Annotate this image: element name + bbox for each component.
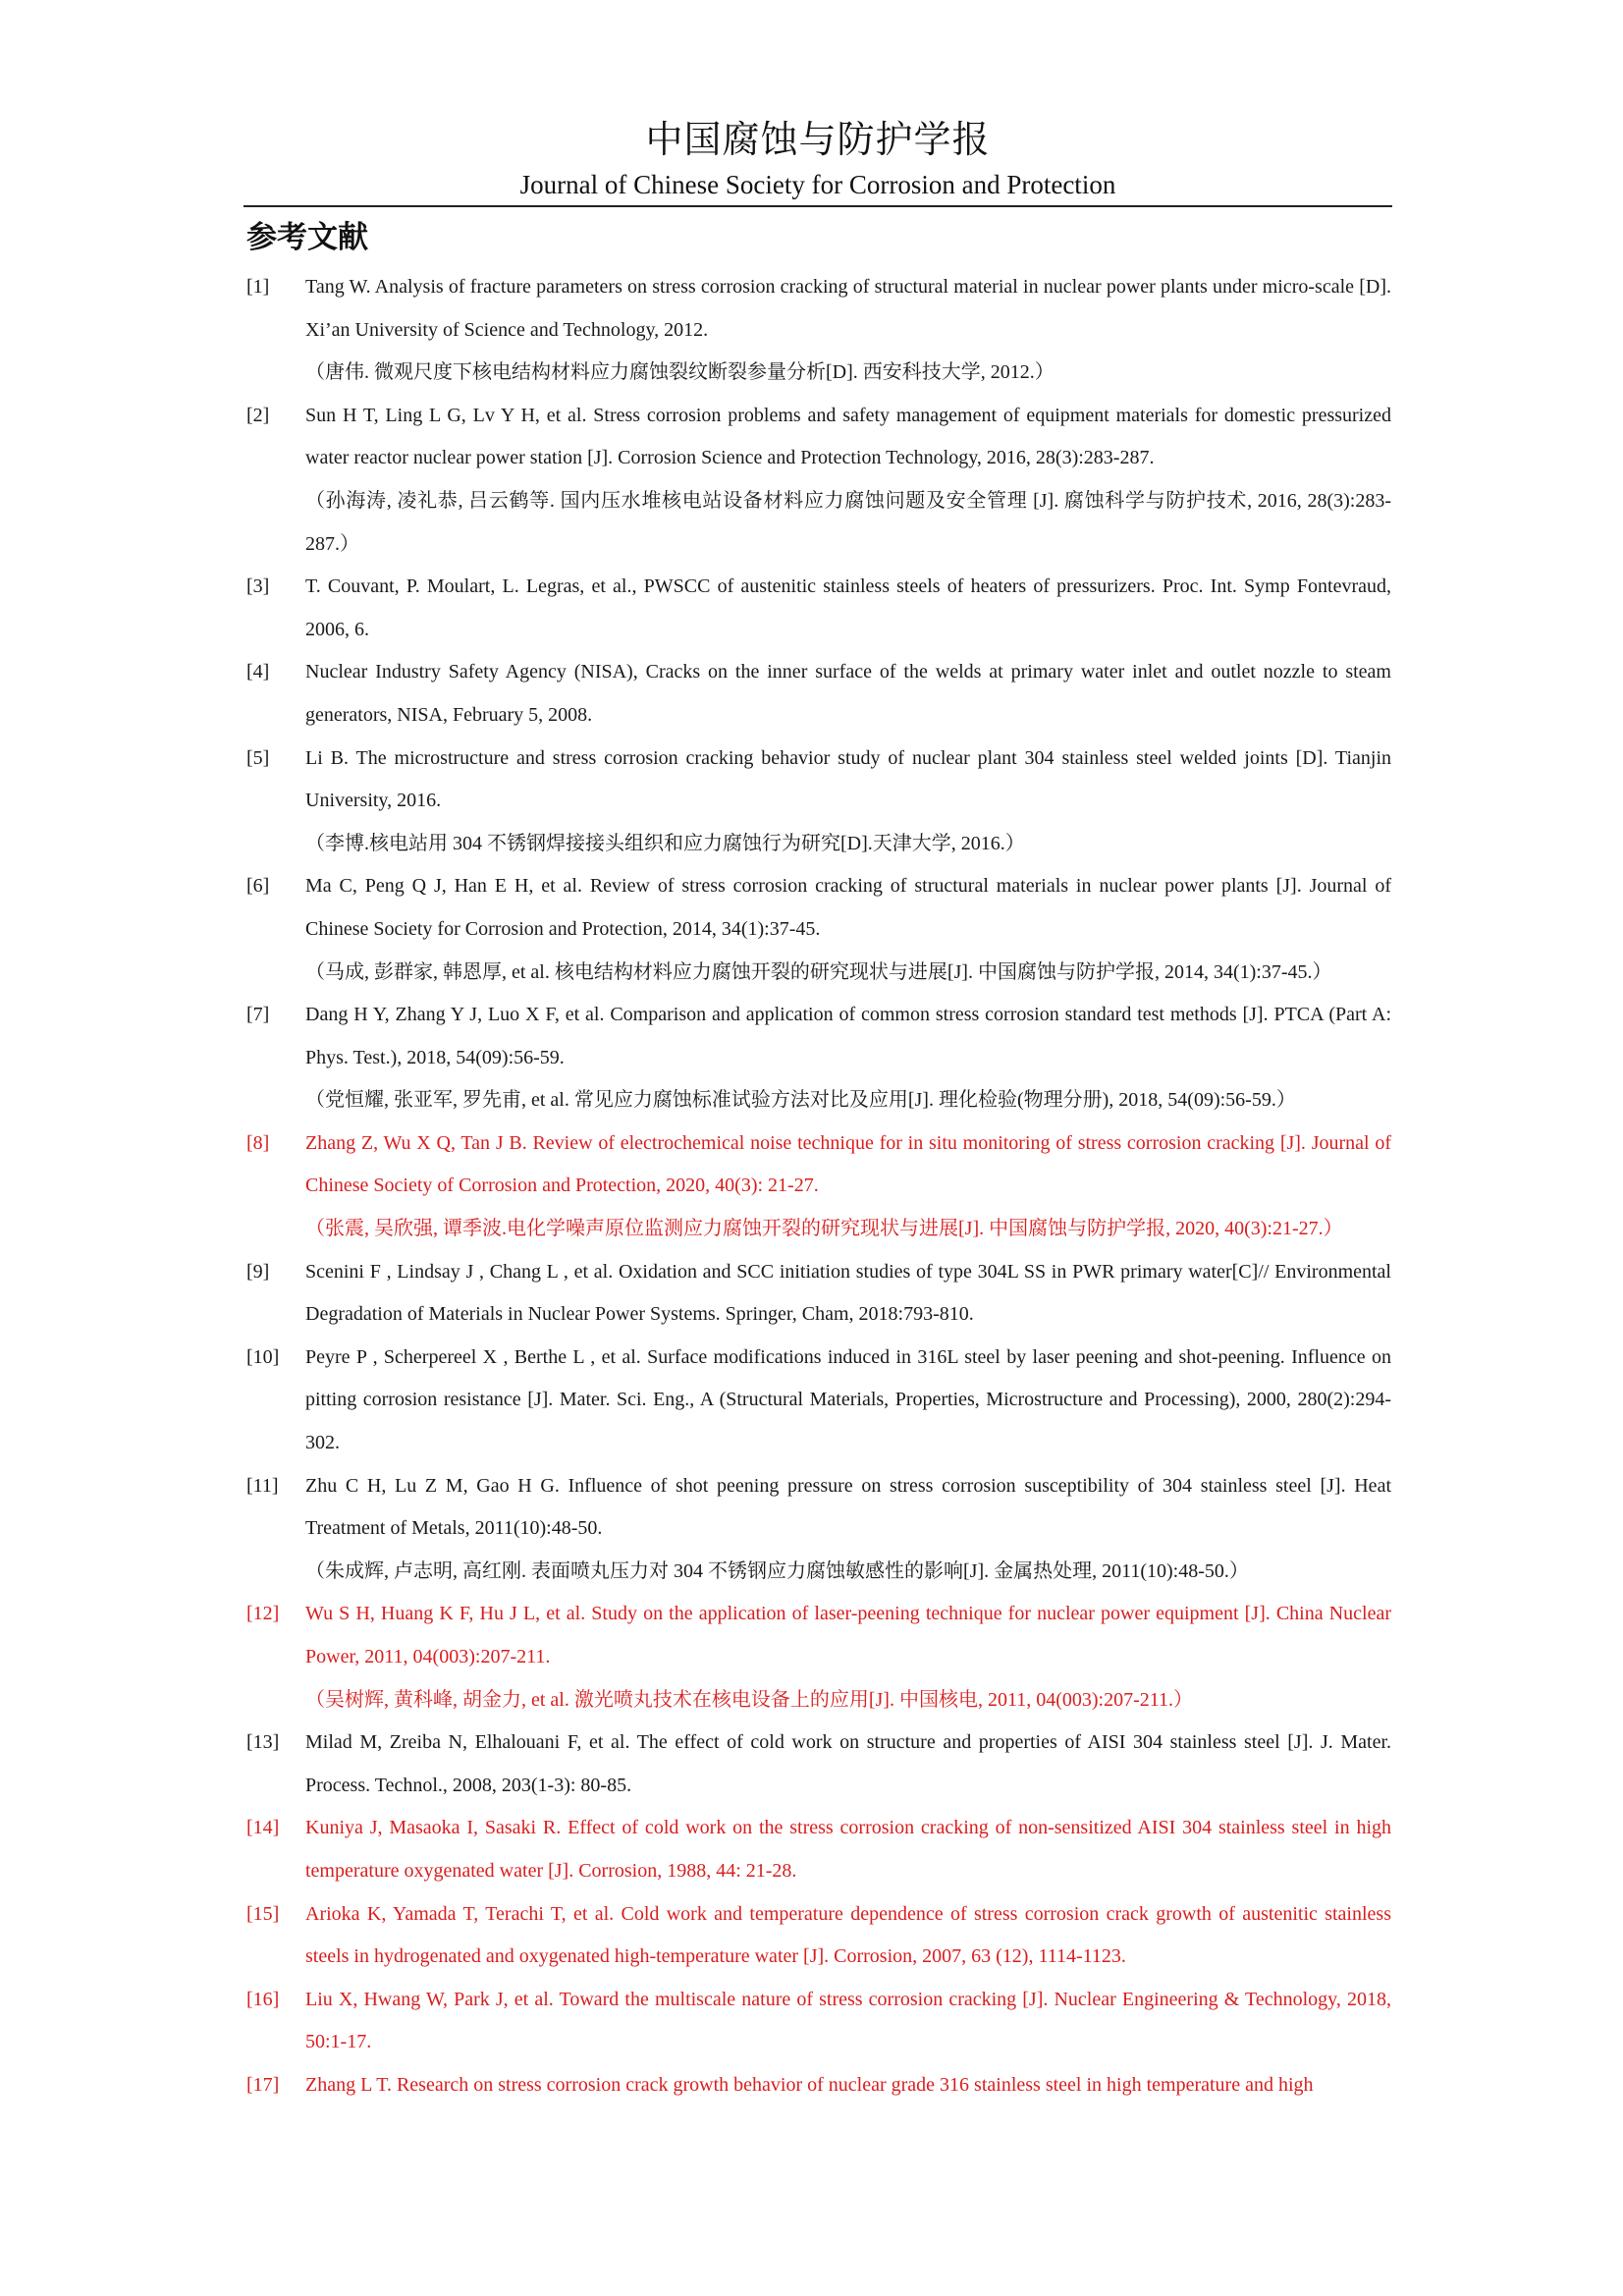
reference-item — [246, 738, 1391, 866]
section-title: 参考文献 — [246, 220, 368, 255]
header-divider — [243, 205, 1392, 207]
reference-item — [246, 2064, 1391, 2107]
reference-number: [11] — [246, 1474, 279, 1497]
reference-item — [246, 1722, 1391, 1807]
reference-number: [17] — [246, 2073, 280, 2096]
reference-item — [246, 1593, 1391, 1722]
reference-item — [246, 651, 1391, 737]
reference-item — [246, 1122, 1391, 1251]
reference-text-en: Liu X, Hwang W, Park J, et al. Toward the multiscale nature of stress corrosion cracking [J]. Nuclear Engineering & Technology, 2018, 50:1-17. — [305, 1988, 1391, 2053]
reference-text-en: Li B. The microstructure and stress corrosion cracking behavior study of nuclear plant 304 stainless steel welded joints [D]. Tianjin University, 2016. — [305, 746, 1391, 812]
reference-text-en: Arioka K, Yamada T, Terachi T, et al. Cold work and temperature dependence of stress corrosion crack growth of austenitic stainless steels in hydrogenated and oxygenated high-temperature water [J]. Corrosion, 2007, 63 (12), 1114-1123. — [305, 1902, 1391, 1968]
reference-number: [9] — [246, 1260, 270, 1283]
reference-number: [7] — [246, 1004, 270, 1026]
reference-text-cn: （党恒耀, 张亚军, 罗先甫, et al. 常见应力腐蚀标准试验方法对比及应用[J]. 理化检验(物理分册), 2018, 54(09):56-59.） — [305, 1089, 1296, 1112]
reference-text-cn: （马成, 彭群家, 韩恩厚, et al. 核电结构材料应力腐蚀开裂的研究现状与进展[J]. 中国腐蚀与防护学报, 2014, 34(1):37-45.） — [305, 960, 1332, 983]
reference-item — [246, 994, 1391, 1122]
reference-number: [6] — [246, 875, 270, 898]
reference-item — [246, 865, 1391, 994]
reference-text-cn: （吴树辉, 黄科峰, 胡金力, et al. 激光喷丸技术在核电设备上的应用[J]. 中国核电, 2011, 04(003):207-211.） — [305, 1688, 1194, 1711]
reference-text-en: Zhang L T. Research on stress corrosion crack growth behavior of nuclear grade 316 stainless steel in high temperature and high — [305, 2073, 1314, 2096]
reference-number: [16] — [246, 1988, 280, 2010]
reference-text-en: Kuniya J, Masaoka I, Sasaki R. Effect of cold work on the stress corrosion cracking of non-sensitized AISI 304 stainless steel in high temperature oxygenated water [J]. Corrosion, 1988, 44: 21-28. — [305, 1817, 1391, 1882]
reference-list — [246, 266, 1391, 2107]
reference-text-en: Ma C, Peng Q J, Han E H, et al. Review of stress corrosion cracking of structural materials in nuclear power plants [J]. Journal of Chinese Society for Corrosion and Protection, 2014, 34(1):37-45. — [305, 875, 1391, 940]
reference-item — [246, 1807, 1391, 1892]
reference-number: [8] — [246, 1131, 270, 1154]
reference-item — [246, 1979, 1391, 2064]
journal-header — [243, 116, 1392, 201]
journal-title-en: Journal of Chinese Society for Corrosion and Protection — [519, 170, 1116, 199]
reference-item — [246, 566, 1391, 651]
reference-text-en: Dang H Y, Zhang Y J, Luo X F, et al. Comparison and application of common stress corrosion standard test methods [J]. PTCA (Part A: Phys. Test.), 2018, 54(09):56-59. — [305, 1004, 1391, 1068]
reference-text-en: Zhu C H, Lu Z M, Gao H G. Influence of shot peening pressure on stress corrosion susceptibility of 304 stainless steel [J]. Heat Treatment of Metals, 2011(10):48-50. — [305, 1474, 1391, 1540]
reference-number: [1] — [246, 276, 270, 298]
reference-number: [12] — [246, 1603, 280, 1625]
reference-item — [246, 1251, 1391, 1337]
reference-number: [3] — [246, 575, 270, 598]
reference-text-en: Scenini F , Lindsay J , Chang L , et al. Oxidation and SCC initiation studies of type 304L SS in PWR primary water[C]// Environmental Degradation of Materials in Nuclear Power Systems. Springer, Cham, 2018:793-810. — [305, 1260, 1391, 1326]
reference-text-en: T. Couvant, P. Moulart, L. Legras, et al., PWSCC of austenitic stainless steels of heaters of pressurizers. Proc. Int. Symp Fontevraud, 2006, 6. — [305, 575, 1391, 640]
reference-number: [10] — [246, 1345, 280, 1368]
reference-text-en: Peyre P , Scherpereel X , Berthe L , et al. Surface modifications induced in 316L steel by laser peening and shot-peening. Influence on pitting corrosion resistance [J]. Mater. Sci. Eng., A (Structural Materials, Properties, Microstructure and Processing), 2000, 280(2):294-302. — [305, 1345, 1391, 1454]
reference-item — [246, 1465, 1391, 1594]
reference-text-cn: （唐伟. 微观尺度下核电结构材料应力腐蚀裂纹断裂参量分析[D]. 西安科技大学, 2012.） — [305, 361, 1055, 384]
reference-number: [15] — [246, 1902, 280, 1925]
reference-number: [14] — [246, 1817, 280, 1839]
reference-item — [246, 266, 1391, 395]
reference-number: [5] — [246, 746, 270, 769]
reference-text-en: Milad M, Zreiba N, Elhalouani F, et al. The effect of cold work on structure and properties of AISI 304 stainless steel [J]. J. Mater. Process. Technol., 2008, 203(1-3): 80-85. — [305, 1731, 1391, 1796]
reference-text-cn: （朱成辉, 卢志明, 高红刚. 表面喷丸压力对 304 不锈钢应力腐蚀敏感性的影响[J]. 金属热处理, 2011(10):48-50.） — [305, 1559, 1249, 1582]
reference-text-en: Sun H T, Ling L G, Lv Y H, et al. Stress corrosion problems and safety management of equipment materials for domestic pressurized water reactor nuclear power station [J]. Corrosion Science and Protection Technology, 2016, 28(3):283-287. — [305, 404, 1391, 469]
reference-number: [2] — [246, 404, 270, 426]
reference-number: [4] — [246, 661, 270, 683]
reference-text-en: Tang W. Analysis of fracture parameters on stress corrosion cracking of structural material in nuclear power plants under micro-scale [D]. Xi’an University of Science and Technology, 2012. — [305, 276, 1391, 341]
reference-item — [246, 395, 1391, 566]
reference-item — [246, 1893, 1391, 1979]
reference-text-en: Nuclear Industry Safety Agency (NISA), Cracks on the inner surface of the welds at primary water inlet and outlet nozzle to steam generators, NISA, February 5, 2008. — [305, 661, 1391, 726]
journal-title-cn: 中国腐蚀与防护学报 — [645, 120, 991, 161]
reference-text-cn: （孙海涛, 凌礼恭, 吕云鹤等. 国内压水堆核电站设备材料应力腐蚀问题及安全管理 [J]. 腐蚀科学与防护技术, 2016, 28(3):283-287.） — [305, 489, 1391, 555]
reference-text-cn: （李博.核电站用 304 不锈钢焊接接头组织和应力腐蚀行为研究[D].天津大学, 2016.） — [305, 832, 1025, 854]
reference-text-en: Wu S H, Huang K F, Hu J L, et al. Study on the application of laser-peening technique for nuclear power equipment [J]. China Nuclear Power, 2011, 04(003):207-211. — [305, 1603, 1391, 1667]
reference-item — [246, 1337, 1391, 1465]
reference-text-cn: （张震, 吴欣强, 谭季波.电化学噪声原位监测应力腐蚀开裂的研究现状与进展[J]. 中国腐蚀与防护学报, 2020, 40(3):21-27.） — [305, 1218, 1343, 1240]
reference-number: [13] — [246, 1731, 280, 1754]
reference-text-en: Zhang Z, Wu X Q, Tan J B. Review of electrochemical noise technique for in situ monitoring of stress corrosion cracking [J]. Journal of Chinese Society of Corrosion and Protection, 2020, 40(3): 21-27. — [305, 1131, 1391, 1197]
